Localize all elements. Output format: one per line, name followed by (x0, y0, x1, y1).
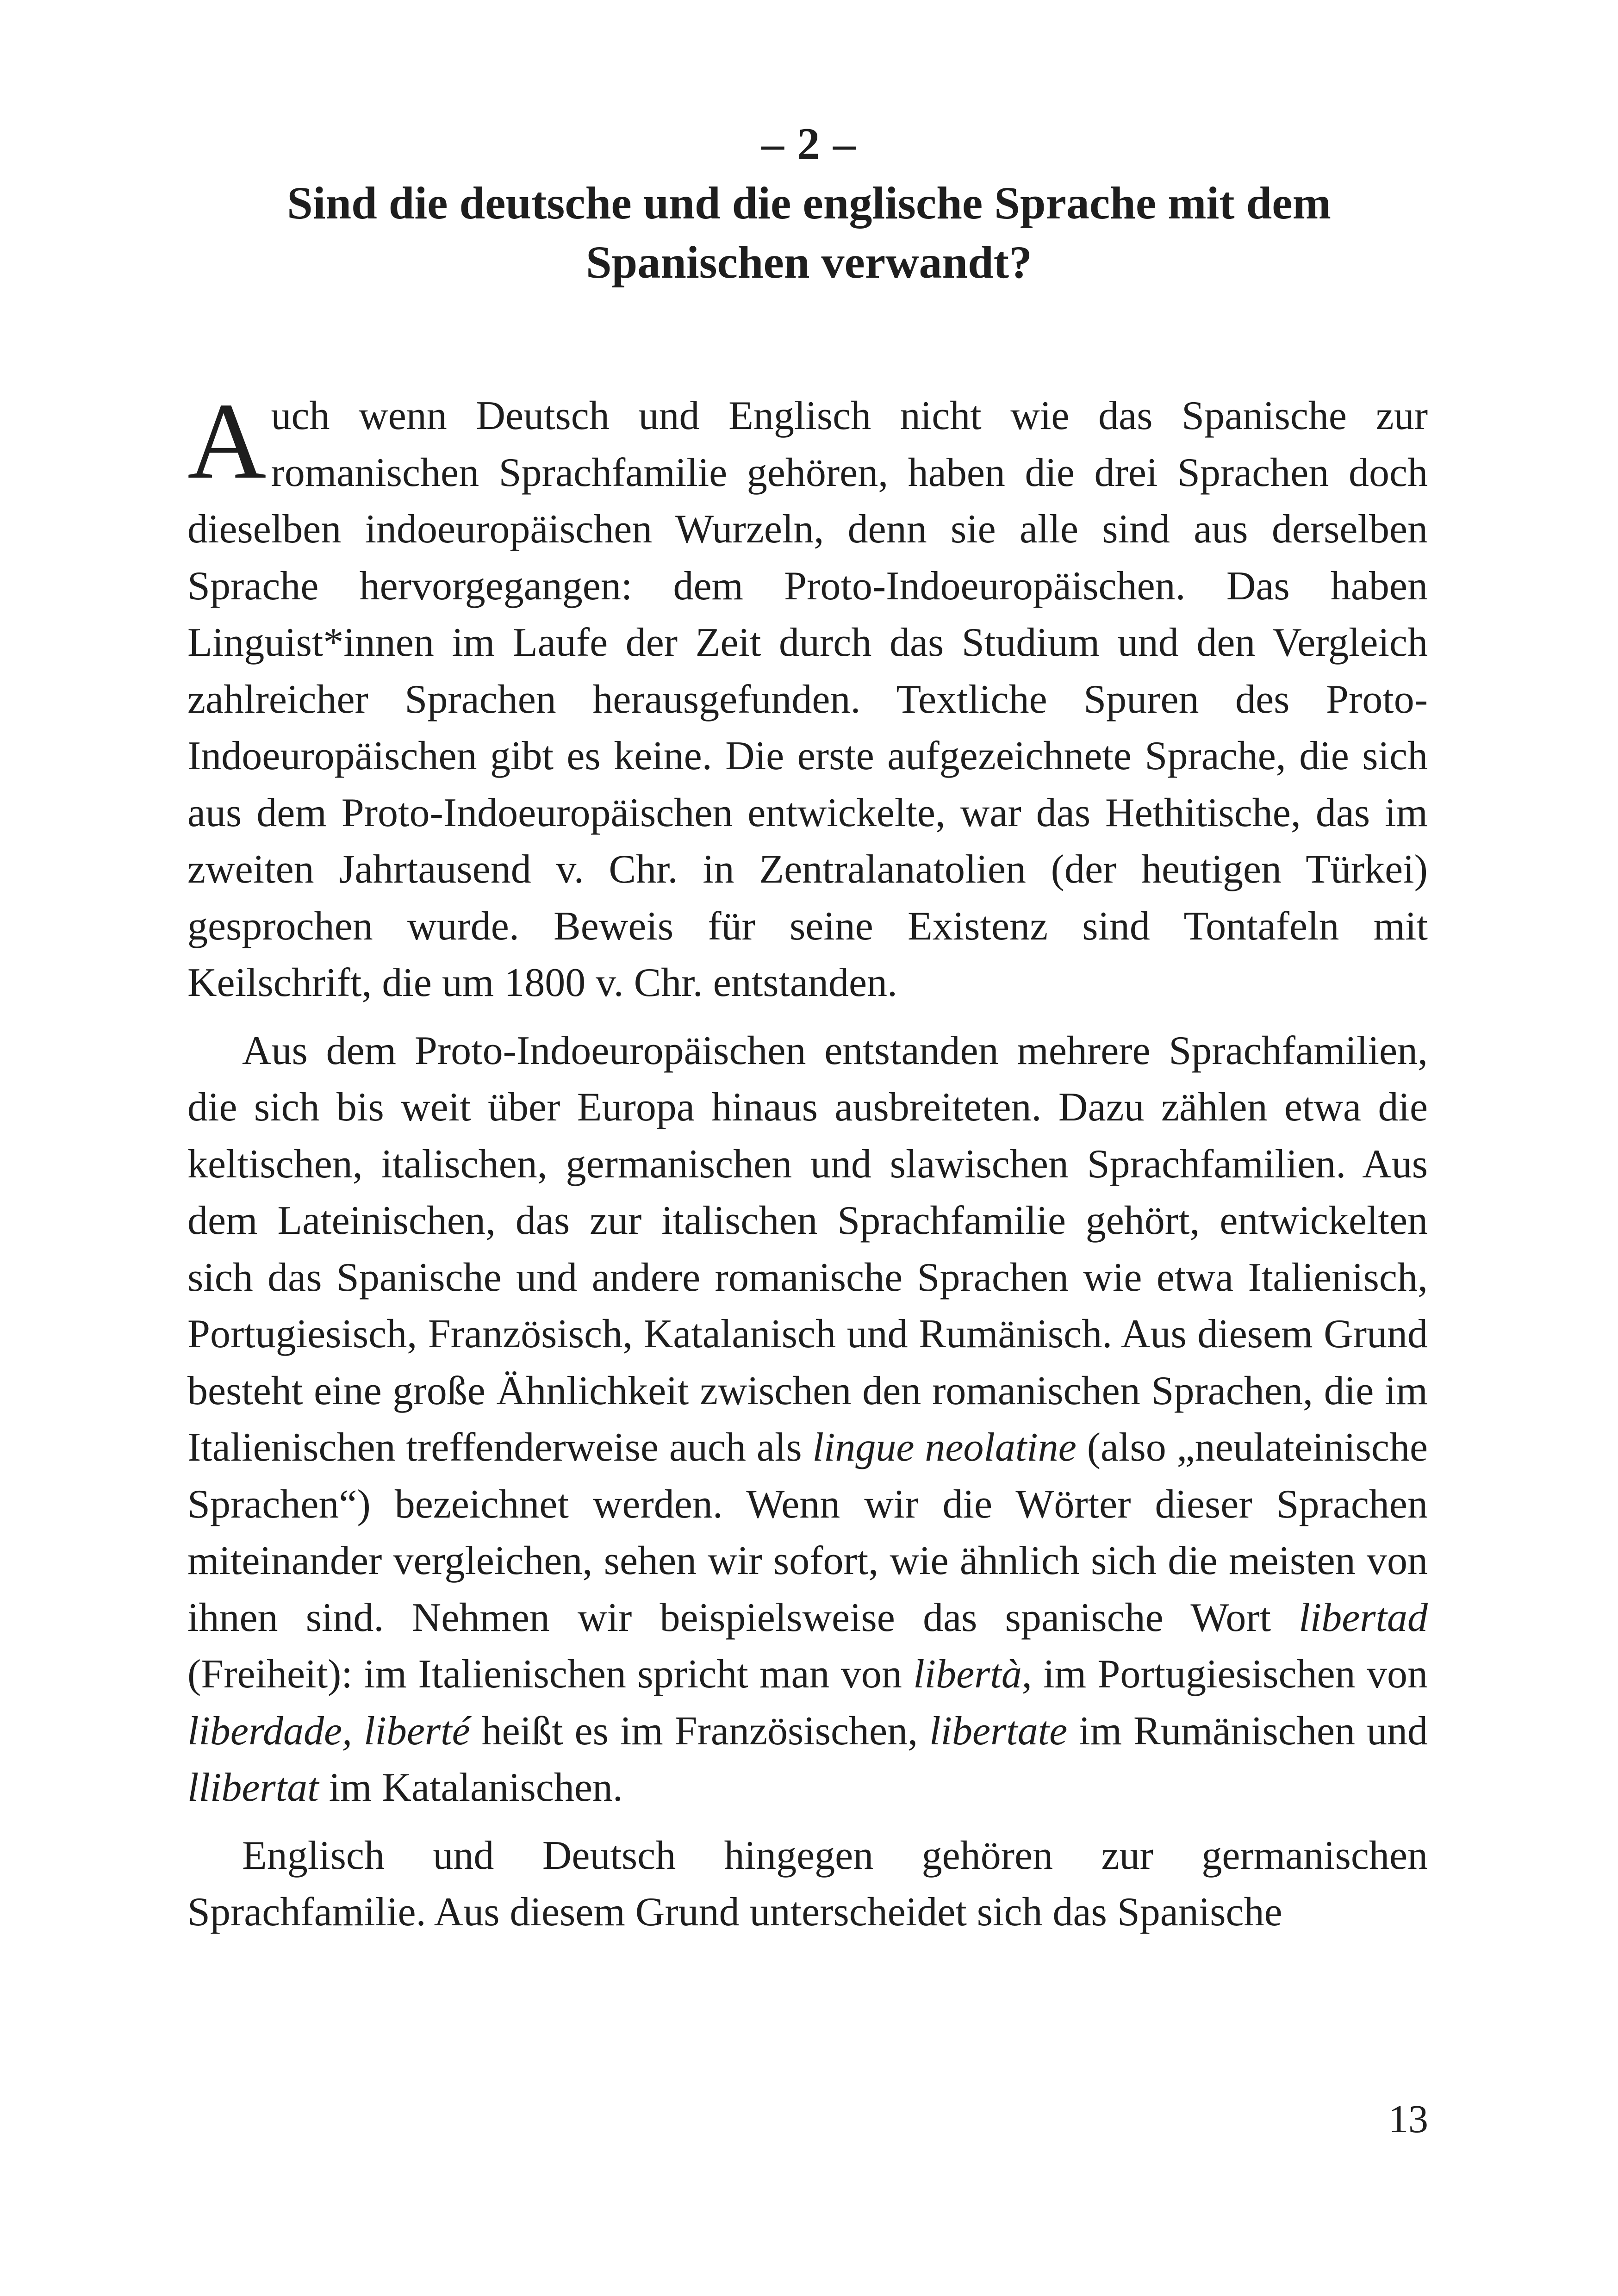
paragraph (187, 1023, 1428, 1817)
italic-term: libertà (913, 1652, 1022, 1697)
text-run: (Freiheit): im Italienischen spricht man von (187, 1652, 914, 1697)
paragraph (187, 1828, 1428, 1941)
page-number: 13 (1388, 2097, 1428, 2141)
italic-term: liberté (363, 1708, 470, 1754)
body-text (187, 381, 1428, 1941)
text-run: , im Portugiesischen von (1021, 1652, 1428, 1697)
text-run: (also „neulateinische Sprachen“) bezeichnet werden. Wenn wir die Wörter dieser Sprachen miteinander vergleichen, sehen wir sofort, wie ähnlich sich die meisten von ihnen sind. Nehmen wir beispielsweise das spanische Wort (187, 1425, 1428, 1640)
paragraph-text: Englisch und Deutsch hingegen gehören zur germanischen Sprachfamilie. Aus diesem Grund unterscheidet sich das Spanische (187, 1833, 1428, 1935)
text-run: heißt es im Französischen, (470, 1708, 930, 1754)
paragraph-text: uch wenn Deutsch und Englisch nicht wie das Spanische zur romanischen Sprachfamilie gehören, haben die drei Sprachen doch dieselben indoeuropäischen Wurzeln, denn sie alle sind aus derselben Sprache hervorgegangen: dem Proto-Indoeuropäischen. Das haben Linguist*innen im Laufe der Zeit durch das Studium und den Vergleich zahlreicher Sprachen herausgefunden. Textliche Spuren des Proto-Indoeuropäischen gibt es keine. Die erste aufgezeichnete Sprache, die sich aus dem Proto-Indoeuropäischen entwickelte, war das Hethitische, das im zweiten Jahrtausend v. Chr. in Zentralanatolien (der heutigen Türkei) gesprochen wurde. Beweis für seine Existenz sind Tontafeln mit Keilschrift, die um 1800 v. Chr. entstanden. (187, 393, 1428, 1005)
italic-term: liberdade, (187, 1708, 352, 1754)
paragraph (187, 381, 1428, 1012)
chapter-number: – 2 – (761, 119, 857, 169)
italic-term: libertate (929, 1708, 1068, 1754)
text-run: Aus dem Proto-Indoeuropäischen entstanden mehrere Sprachfamilien, die sich bis weit über Europa hinaus ausbreiteten. Dazu zählen etwa die keltischen, italischen, germanischen und slawischen Sprachfamilien. Aus dem Lateinischen, das zur italischen Sprachfamilie gehört, entwickelten sich das Spanische und andere romanische Sprachen wie etwa Italienisch, Portugiesisch, Französisch, Katalanisch und Rumänisch. Aus diesem Grund besteht eine große Ähnlichkeit zwischen den romanischen Sprachen, die im Italienischen treffenderweise auch als (187, 1028, 1428, 1470)
chapter-title: Sind die deutsche und die englische Sprache mit dem Spanischen verwandt? (287, 177, 1331, 288)
text-run: im Katalanischen. (318, 1765, 623, 1810)
drop-cap: A (187, 381, 267, 502)
italic-term: llibertat (187, 1765, 319, 1810)
text-run: im Rumänischen und (1067, 1708, 1428, 1754)
text-run (352, 1709, 364, 1754)
italic-term: lingue neolatine (812, 1425, 1077, 1470)
italic-term: libertad (1299, 1595, 1428, 1640)
